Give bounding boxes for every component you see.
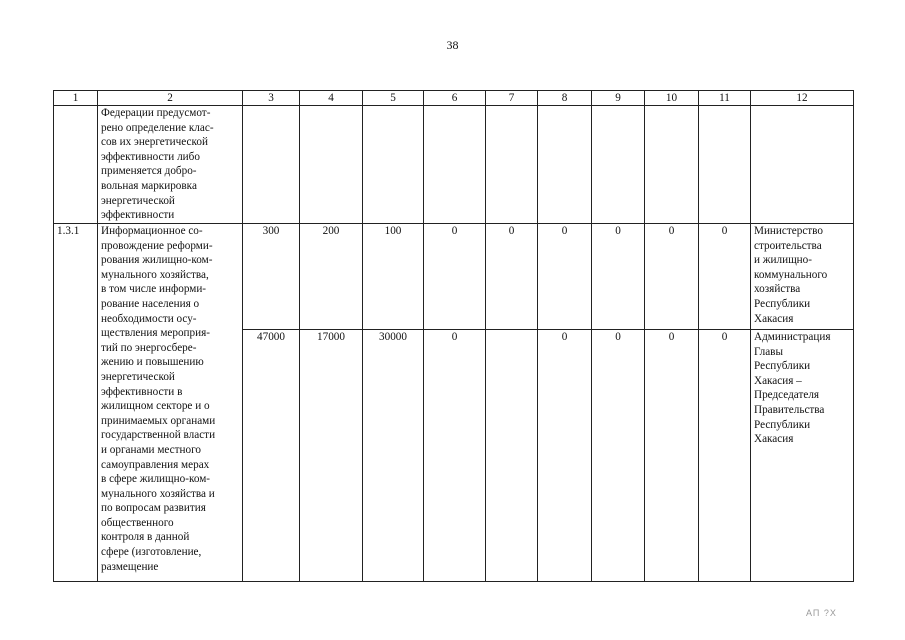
cell-empty [54, 106, 98, 224]
continued-description: Федерации предусмот- рено определение клас- сов их энергетической эффективности либо применяется добро- вольная маркировка энергетической эффективности [98, 106, 243, 224]
cell-empty [243, 106, 300, 224]
program-table [53, 90, 854, 582]
cell-empty [363, 106, 424, 224]
value-cell: 30000 [363, 330, 424, 582]
cell-empty [486, 106, 538, 224]
row-number: 1.3.1 [54, 224, 98, 582]
value-cell: 17000 [300, 330, 363, 582]
table-row-1-3-1-a [54, 224, 854, 330]
cell-empty [592, 106, 645, 224]
value-cell: 0 [424, 224, 486, 330]
header-cell: 1 [54, 91, 98, 106]
cell-empty [645, 106, 699, 224]
table-row-continued [54, 106, 854, 224]
header-cell: 5 [363, 91, 424, 106]
header-cell: 10 [645, 91, 699, 106]
value-cell: 0 [645, 224, 699, 330]
row-description: Информационное со- провождение реформи- рования жилищно-ком- мунального хозяйства, в том числе информи- рование населения о необходимости осу- ществления мероприя- тий по энергосбере- жению и повышению энергетической эффективности в жилищном секторе и о принимаемых органами государственной власти и органами местного самоуправления мерах в сфере жилищно-ком- мунального хозяйства и по вопросам развития общественного контроля в данной сфере (изготовление, размещение [98, 224, 243, 582]
page-number: 38 [446, 38, 459, 52]
header-cell: 2 [98, 91, 243, 106]
value-cell [486, 330, 538, 582]
scan-mark: АП ?Х [806, 608, 837, 618]
header-cell: 9 [592, 91, 645, 106]
value-cell: 0 [699, 330, 751, 582]
header-cell: 7 [486, 91, 538, 106]
value-cell: 0 [592, 224, 645, 330]
cell-empty [699, 106, 751, 224]
value-cell: 300 [243, 224, 300, 330]
value-cell: 0 [424, 330, 486, 582]
executor-cell: Администрация Главы Республики Хакасия – Председателя Правительства Республики Хакасия [751, 330, 854, 582]
header-cell: 8 [538, 91, 592, 106]
value-cell: 0 [486, 224, 538, 330]
value-cell: 0 [645, 330, 699, 582]
header-cell: 6 [424, 91, 486, 106]
cell-empty [300, 106, 363, 224]
value-cell: 0 [538, 330, 592, 582]
header-row [54, 91, 854, 106]
value-cell: 0 [699, 224, 751, 330]
cell-empty [751, 106, 854, 224]
value-cell: 100 [363, 224, 424, 330]
value-cell: 0 [538, 224, 592, 330]
cell-empty [538, 106, 592, 224]
header-cell: 4 [300, 91, 363, 106]
value-cell: 47000 [243, 330, 300, 582]
header-cell: 3 [243, 91, 300, 106]
executor-cell: Министерство строительства и жилищно- коммунального хозяйства Республики Хакасия [751, 224, 854, 330]
header-cell: 12 [751, 91, 854, 106]
value-cell: 200 [300, 224, 363, 330]
cell-empty [424, 106, 486, 224]
header-cell: 11 [699, 91, 751, 106]
value-cell: 0 [592, 330, 645, 582]
